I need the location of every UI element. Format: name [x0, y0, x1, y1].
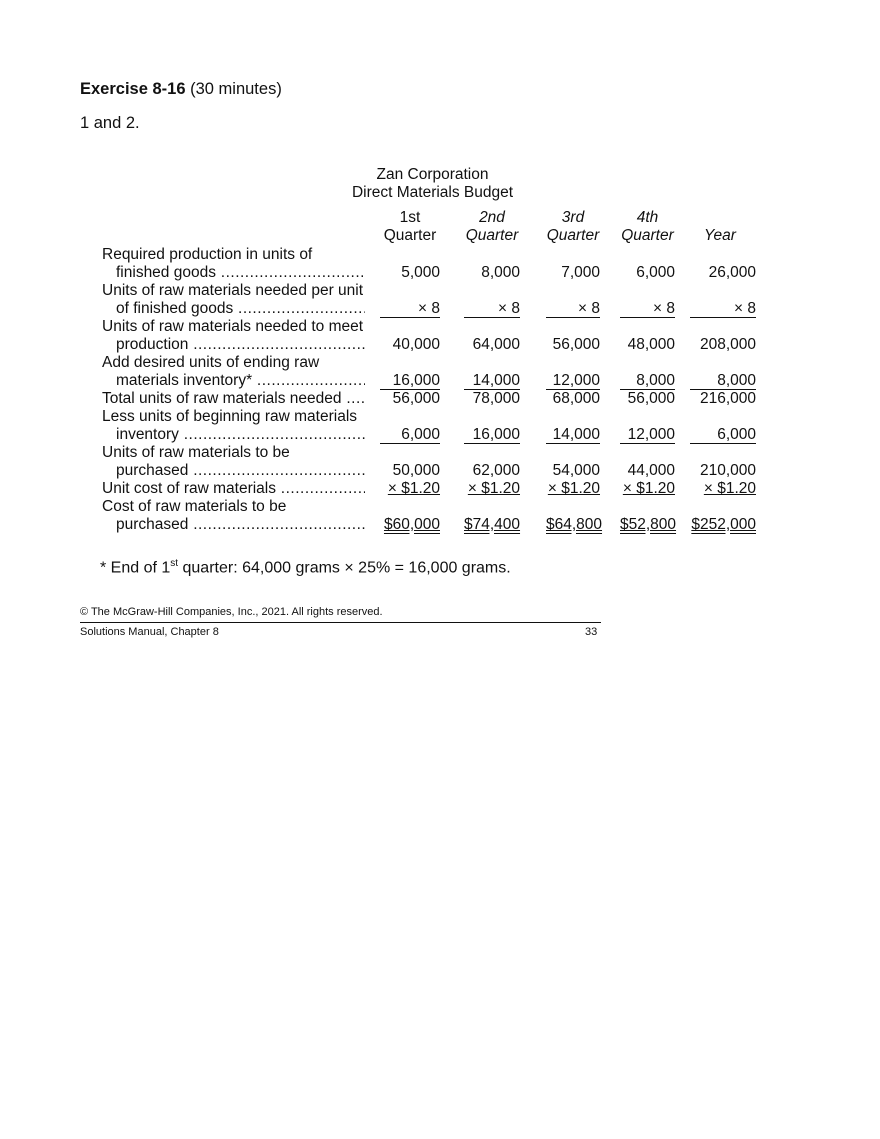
- value-text: 56,000: [392, 390, 440, 407]
- value-text: × $1.20: [467, 480, 520, 497]
- value-text: $252,000: [691, 516, 756, 533]
- value-text: $60,000: [383, 516, 440, 533]
- table-row: [0, 318, 880, 336]
- value-cell: [690, 372, 756, 390]
- table-row: [0, 246, 880, 264]
- table-row: [0, 354, 880, 372]
- value-cell: [620, 462, 675, 479]
- value-text: × 8: [578, 300, 600, 317]
- value-text: 12,000: [627, 426, 675, 443]
- value-cell: [546, 336, 600, 353]
- value-text: 14,000: [552, 426, 600, 443]
- value-cell: [380, 516, 440, 533]
- value-cell: [690, 336, 756, 353]
- value-cell: [464, 480, 520, 497]
- copyright: © The McGraw-Hill Companies, Inc., 2021. All rights reserved.: [80, 606, 383, 618]
- value-cell: [690, 264, 756, 281]
- row-label: Required production in units of: [102, 246, 313, 263]
- value-cell: [690, 480, 756, 497]
- table-row: [0, 336, 880, 354]
- footnote-sup: st: [170, 558, 179, 569]
- value-cell: [380, 390, 440, 407]
- value-cell: [620, 516, 675, 533]
- value-text: × 8: [498, 300, 520, 317]
- part-label: 1 and 2.: [80, 114, 140, 132]
- value-cell: [690, 462, 756, 479]
- value-text: × 8: [653, 300, 675, 317]
- column-header-line2: Quarter: [621, 227, 674, 244]
- value-cell: [546, 426, 600, 444]
- budget-title: Direct Materials Budget: [351, 184, 514, 201]
- value-text: 8,000: [636, 372, 675, 389]
- value-text: $74,400: [464, 516, 521, 533]
- table-row: [0, 426, 880, 444]
- footnote: [100, 558, 511, 577]
- value-cell: [464, 336, 520, 353]
- value-text: 7,000: [561, 264, 600, 281]
- value-cell: [380, 462, 440, 479]
- value-cell: [464, 264, 520, 281]
- value-text: 40,000: [392, 336, 440, 353]
- row-label: Cost of raw materials to be: [102, 498, 287, 515]
- table-row: [0, 444, 880, 462]
- table-row: [0, 372, 880, 390]
- row-label: Add desired units of ending raw: [102, 354, 320, 371]
- table-row: [0, 282, 880, 300]
- row-label: Unit cost of raw materials .....: [102, 480, 365, 498]
- value-text: 208,000: [699, 336, 756, 353]
- value-text: 210,000: [699, 462, 756, 479]
- value-text: 16,000: [392, 372, 440, 389]
- value-text: 8,000: [481, 264, 520, 281]
- value-text: × $1.20: [547, 480, 600, 497]
- row-label: inventory .....: [102, 426, 365, 444]
- value-cell: [690, 390, 756, 407]
- value-text: 8,000: [717, 372, 756, 389]
- value-cell: [380, 264, 440, 281]
- table-row: [0, 480, 880, 498]
- row-label: finished goods .....: [102, 264, 365, 282]
- column-header-line1: 3rd: [561, 209, 585, 226]
- row-label: Total units of raw materials needed .....: [102, 390, 365, 408]
- value-cell: [464, 426, 520, 444]
- value-text: 14,000: [472, 372, 520, 389]
- value-cell: [546, 300, 600, 318]
- value-cell: [546, 480, 600, 497]
- row-label: purchased .....: [102, 516, 365, 534]
- budget-table: [0, 246, 880, 534]
- value-text: 16,000: [472, 426, 520, 443]
- value-cell: [380, 426, 440, 444]
- column-header-line2: Year: [704, 227, 736, 244]
- table-row: [0, 462, 880, 480]
- value-text: × $1.20: [387, 480, 440, 497]
- value-cell: [620, 372, 675, 390]
- value-text: 62,000: [472, 462, 520, 479]
- column-header-line2: Quarter: [465, 227, 519, 244]
- value-text: 5,000: [401, 264, 440, 281]
- value-cell: [464, 516, 520, 533]
- value-text: 48,000: [627, 336, 675, 353]
- value-cell: [620, 426, 675, 444]
- value-text: 56,000: [552, 336, 600, 353]
- exercise-duration: (30 minutes): [190, 80, 282, 98]
- value-text: 26,000: [708, 264, 756, 281]
- value-cell: [464, 372, 520, 390]
- value-cell: [546, 516, 603, 533]
- value-cell: [380, 300, 440, 318]
- value-text: × 8: [418, 300, 440, 317]
- column-header-line1: 4th: [636, 209, 659, 226]
- value-text: 6,000: [401, 426, 440, 443]
- footnote-prefix: * End of 1: [100, 559, 171, 577]
- value-cell: [690, 300, 756, 318]
- row-label: purchased .....: [102, 462, 365, 480]
- value-cell: [464, 462, 520, 479]
- table-row: [0, 300, 880, 318]
- row-label: Less units of beginning raw materials: [102, 408, 358, 425]
- row-label: Units of raw materials needed to meet: [102, 318, 364, 335]
- value-text: 216,000: [699, 390, 756, 407]
- value-cell: [546, 390, 600, 407]
- footer-divider: [80, 622, 601, 623]
- value-text: 44,000: [627, 462, 675, 479]
- column-header-line1: 2nd: [479, 209, 505, 226]
- value-text: 12,000: [552, 372, 600, 389]
- value-cell: [620, 264, 675, 281]
- value-cell: [690, 516, 756, 533]
- value-text: $52,800: [620, 516, 677, 533]
- exercise-title: [80, 80, 282, 99]
- value-text: 68,000: [552, 390, 600, 407]
- value-cell: [620, 300, 675, 318]
- value-cell: [620, 390, 675, 407]
- page-number: 33: [585, 626, 598, 638]
- value-text: 56,000: [627, 390, 675, 407]
- value-text: × $1.20: [622, 480, 675, 497]
- column-header-line1: 1st: [399, 209, 421, 226]
- value-text: 6,000: [636, 264, 675, 281]
- value-cell: [464, 300, 520, 318]
- value-text: 64,000: [472, 336, 520, 353]
- company-name: Zan Corporation: [376, 166, 489, 183]
- value-cell: [690, 426, 756, 444]
- footer-manual: Solutions Manual, Chapter 8: [80, 626, 219, 638]
- value-cell: [380, 480, 440, 497]
- value-text: 6,000: [717, 426, 756, 443]
- value-text: × $1.20: [703, 480, 756, 497]
- value-text: 78,000: [472, 390, 520, 407]
- table-row: [0, 498, 880, 516]
- row-label: production .....: [102, 336, 365, 354]
- value-cell: [546, 372, 600, 390]
- row-label: Units of raw materials to be: [102, 444, 290, 461]
- value-text: 54,000: [552, 462, 600, 479]
- exercise-number: Exercise 8-16: [80, 80, 186, 98]
- value-text: × 8: [734, 300, 756, 317]
- row-label: Units of raw materials needed per unit: [102, 282, 364, 299]
- column-header-line2: Quarter: [383, 227, 437, 244]
- value-cell: [546, 462, 600, 479]
- table-row: [0, 264, 880, 282]
- value-cell: [380, 336, 440, 353]
- value-cell: [620, 480, 675, 497]
- table-row: [0, 390, 880, 408]
- table-row: [0, 408, 880, 426]
- column-header-line2: Quarter: [546, 227, 600, 244]
- row-label: of finished goods .....: [102, 300, 365, 318]
- value-cell: [620, 336, 675, 353]
- value-cell: [380, 372, 440, 390]
- row-label: materials inventory* .....: [102, 372, 365, 390]
- table-row: [0, 516, 880, 534]
- value-text: 50,000: [392, 462, 440, 479]
- value-text: $64,800: [546, 516, 603, 533]
- value-cell: [546, 264, 600, 281]
- value-cell: [464, 390, 520, 407]
- footnote-suffix: quarter: 64,000 grams × 25% = 16,000 grams.: [178, 559, 511, 577]
